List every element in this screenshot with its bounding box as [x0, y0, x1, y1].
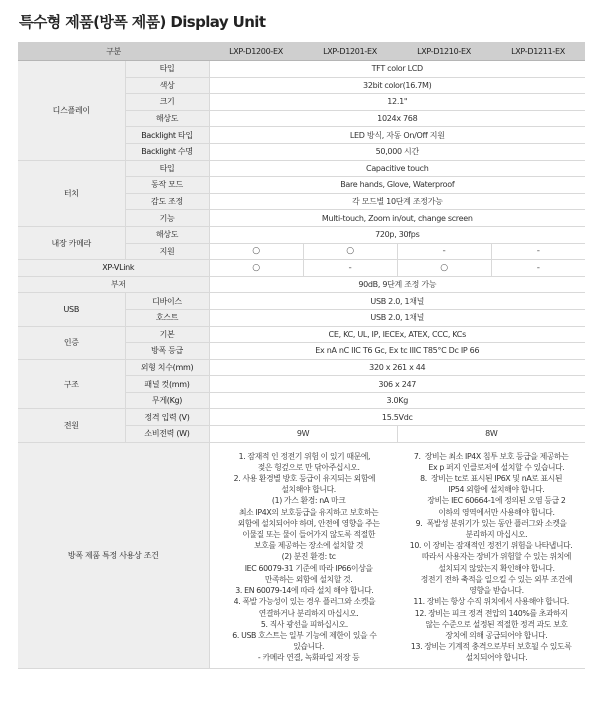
spec-label: 정격 입력 (V) — [125, 409, 209, 426]
condition-line: 11. 장비는 항상 수직 위치에서 사용해야 합니다. — [413, 597, 569, 607]
condition-line: 않는 수준으로 설정된 적절한 정격 과도 보호 — [414, 619, 568, 629]
spec-label: 감도 조정 — [125, 193, 209, 210]
conditions-cell — [209, 442, 585, 668]
condition-line: 6. USB 호스트는 일부 기능에 제한이 있을 수 — [232, 630, 377, 640]
spec-value: Multi-touch, Zoom in/out, change screen — [209, 210, 585, 227]
spec-label: 타입 — [125, 61, 209, 78]
table-row — [18, 293, 585, 310]
spec-table — [18, 42, 585, 669]
spec-label: 외형 치수(mm) — [125, 359, 209, 376]
spec-label: 해상도 — [125, 226, 209, 243]
support-mark: - — [491, 243, 585, 260]
spec-value: 1024x 768 — [209, 110, 585, 127]
condition-line: 있습니다. — [284, 642, 325, 652]
condition-line: 설치해야 합니다. — [272, 485, 336, 495]
spec-value: 8W — [397, 426, 585, 443]
model-header: LXP-D1200-EX — [209, 42, 303, 61]
condition-line: 13. 장비는 기계적 충격으로부터 보호될 수 있도록 — [410, 642, 572, 652]
spec-label: 기본 — [125, 326, 209, 343]
header-label: 구분 — [18, 42, 209, 61]
spec-label: 방폭 등급 — [125, 343, 209, 360]
spec-label: 무게(Kg) — [125, 392, 209, 409]
category-power: 전원 — [18, 409, 125, 442]
condition-line: IEC 60079-31 기준에 따라 IP66이상을 — [236, 563, 373, 573]
condition-line: (2) 분진 환경: tc — [273, 552, 336, 562]
condition-line: Ex p 퍼지 인클로저에 설치할 수 있습니다. — [417, 462, 565, 472]
spec-value: 50,000 시간 — [209, 143, 585, 160]
spec-value: 각 모드별 10단계 조정가능 — [209, 193, 585, 210]
condition-line: 외함에 설치되어야 하며, 안전에 영향을 주는 — [229, 518, 380, 528]
support-mark: ○ — [209, 260, 303, 277]
condition-line: 이물질 또는 물이 들어가지 않도록 적절한 — [233, 530, 376, 540]
condition-line: 연결하거나 분리하지 마십시오. — [250, 608, 359, 618]
condition-line: 분리하지 마십시오. — [454, 530, 528, 540]
condition-line: 보호를 제공하는 장소에 설치할 것 — [245, 541, 364, 551]
spec-value: 9W — [209, 426, 397, 443]
table-row — [18, 276, 585, 293]
header-row — [18, 42, 585, 61]
support-mark: ○ — [303, 243, 397, 260]
table-row — [18, 160, 585, 177]
spec-value: 15.5Vdc — [209, 409, 585, 426]
model-header: LXP-D1210-EX — [397, 42, 491, 61]
condition-line: 장비는 IEC 60664-1에 정의된 오염 등급 2 — [416, 496, 566, 506]
category-display: 디스플레이 — [18, 61, 125, 161]
condition-line: 영향을 받습니다. — [458, 586, 524, 596]
condition-line: - 카메라 연결, 녹화파일 저장 등 — [249, 653, 360, 663]
spec-label: 패널 컷(mm) — [125, 376, 209, 393]
condition-line: 정전기 전하 축적을 일으킬 수 있는 외부 조건에 — [410, 574, 573, 584]
spec-value: 720p, 30fps — [209, 226, 585, 243]
spec-value: 12.1" — [209, 94, 585, 111]
spec-value: 32bit color(16.7M) — [209, 77, 585, 94]
condition-line: 10. 이 장비는 잠재적인 정전기 위험을 나타냅니다. — [409, 541, 573, 551]
category-cert: 인증 — [18, 326, 125, 359]
spec-value: TFT color LCD — [209, 61, 585, 78]
support-mark: - — [303, 260, 397, 277]
category-structure: 구조 — [18, 359, 125, 409]
spec-value: Ex nA nC IIC T6 Gc, Ex tc IIIC T85°C Dc IP 66 — [209, 343, 585, 360]
category-conditions: 방폭 제품 특정 사용상 조건 — [18, 442, 209, 668]
spec-value: Bare hands, Glove, Waterproof — [209, 177, 585, 194]
table-row — [18, 409, 585, 426]
table-row — [18, 326, 585, 343]
spec-value: USB 2.0, 1채널 — [209, 309, 585, 326]
spec-label: 동작 모드 — [125, 177, 209, 194]
condition-line: 4. 폭발 가능성이 있는 경우 플러그와 소켓을 — [233, 597, 376, 607]
support-mark: - — [397, 243, 491, 260]
spec-value: 90dB, 9단계 조정 가능 — [209, 276, 585, 293]
category-xpvlink: XP-VLink — [18, 260, 209, 277]
spec-label: 호스트 — [125, 309, 209, 326]
conditions-right-column — [397, 451, 585, 664]
spec-label: 소비전력 (W) — [125, 426, 209, 443]
table-row — [18, 61, 585, 78]
support-mark: ○ — [209, 243, 303, 260]
condition-line: 1. 잠재적 인 정전기 위험 이 있기 때문에, — [238, 451, 371, 461]
condition-line: 최소 IP4X의 보호등급을 유지하고 보호하는 — [230, 507, 379, 517]
spec-label: Backlight 타입 — [125, 127, 209, 144]
spec-label: 크기 — [125, 94, 209, 111]
condition-line: 9. 폭발성 분위기가 있는 동안 플러그와 소켓을 — [415, 518, 567, 528]
spec-value: 320 x 261 x 44 — [209, 359, 585, 376]
spec-value: CE, KC, UL, IP, IECEx, ATEX, CCC, KCs — [209, 326, 585, 343]
condition-line: 이하의 영역에서만 사용해야 합니다. — [427, 507, 555, 517]
spec-value: Capacitive touch — [209, 160, 585, 177]
condition-line: 설치되지 않았는지 확인해야 합니다. — [427, 563, 555, 573]
spec-label: 색상 — [125, 77, 209, 94]
table-row — [18, 359, 585, 376]
spec-value: 306 x 247 — [209, 376, 585, 393]
condition-line: 따라서 사용자는 장비가 위험할 수 있는 위치에 — [411, 552, 572, 562]
condition-line: 장치에 의해 공급되어야 합니다. — [434, 630, 548, 640]
table-row — [18, 226, 585, 243]
condition-line: 5. 직사 광선을 피하십시오. — [260, 619, 348, 629]
table-row — [18, 260, 585, 277]
conditions-left-column — [210, 451, 398, 664]
condition-line: IP54 외함에 설치해야 합니다. — [437, 485, 545, 495]
condition-line: 2. 사용 환경별 방호 등급이 유지되는 외함에 — [233, 474, 376, 484]
conditions-row — [18, 442, 585, 668]
page-title: 특수형 제품(방폭 제품) Display Unit — [19, 13, 266, 31]
condition-line: 만족하는 외함에 설치할 것. — [256, 574, 353, 584]
spec-label: 지원 — [125, 243, 209, 260]
spec-value: 3.0Kg — [209, 392, 585, 409]
spec-label: 타입 — [125, 160, 209, 177]
category-buzzer: 부저 — [18, 276, 209, 293]
category-touch: 터치 — [18, 160, 125, 226]
condition-line: 8. 장비는 tc로 표시된 IP6X 및 nA로 표시된 — [420, 474, 563, 484]
spec-label: 디바이스 — [125, 293, 209, 310]
spec-label: 해상도 — [125, 110, 209, 127]
model-header: LXP-D1201-EX — [303, 42, 397, 61]
condition-line: 12. 장비는 피크 정격 전압의 140%를 초과하지 — [414, 608, 568, 618]
condition-line: (1) 가스 환경: nA 마크 — [263, 496, 346, 506]
spec-value: LED 방식, 자동 On/Off 지원 — [209, 127, 585, 144]
category-camera: 내장 카메라 — [18, 226, 125, 259]
category-usb: USB — [18, 293, 125, 326]
condition-line: 3. EN 60079-14에 따라 설치 해야 합니다. — [235, 586, 374, 596]
condition-line: 7. 장비는 최소 IP4X 침투 보호 등급을 제공하는 — [413, 451, 569, 461]
support-mark: ○ — [397, 260, 491, 277]
spec-label: 기능 — [125, 210, 209, 227]
model-header: LXP-D1211-EX — [491, 42, 585, 61]
condition-line: 젖은 헝겊으로 만 닦아주십시오. — [249, 462, 360, 472]
spec-value: USB 2.0, 1채널 — [209, 293, 585, 310]
condition-line: 설치되어야 합니다. — [454, 653, 528, 663]
support-mark: - — [491, 260, 585, 277]
spec-label: Backlight 수명 — [125, 143, 209, 160]
